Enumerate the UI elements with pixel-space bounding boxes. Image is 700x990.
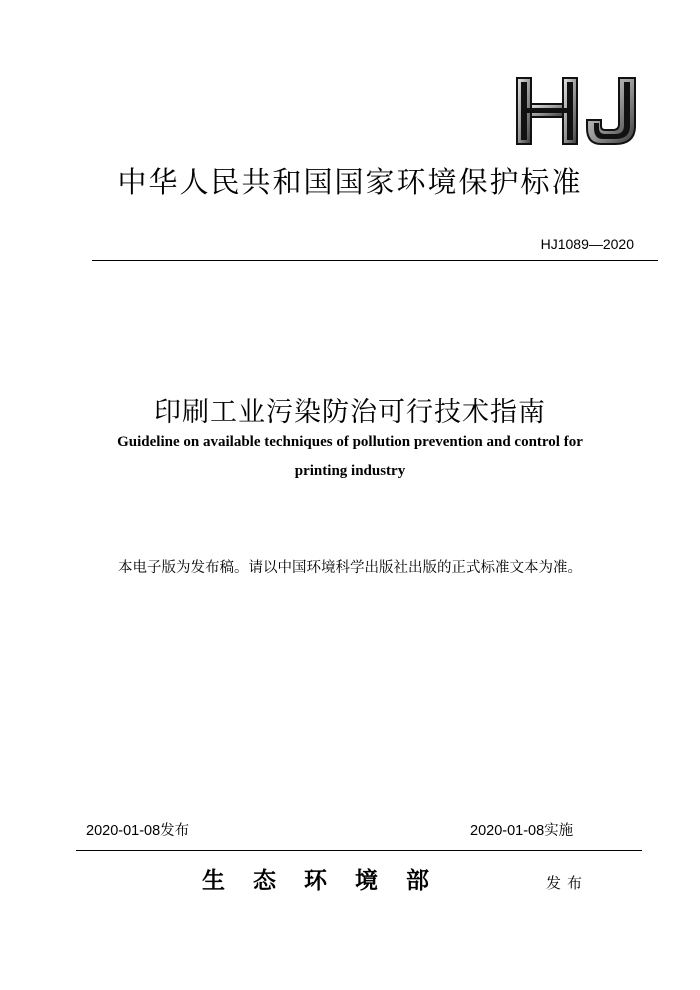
logo-letter-h — [517, 78, 577, 144]
implement-date: 2020-01-08实施 — [470, 823, 574, 839]
standard-number: HJ1089—2020 — [540, 236, 634, 252]
org-title: 中华人民共和国国家环境保护标准 — [117, 165, 583, 199]
footer-divider — [76, 850, 642, 851]
issue-label: 发布 — [546, 874, 589, 892]
logo-letter-j — [587, 78, 635, 144]
chinese-title: 印刷工业污染防治可行技术指南 — [154, 397, 546, 428]
issuing-ministry: 生态环境部 — [202, 867, 457, 894]
english-title-line1: Guideline on available techniques of pollution prevention and control for — [117, 434, 583, 450]
issue-date: 2020-01-08发布 — [86, 823, 190, 839]
electronic-version-notice: 本电子版为发布稿。请以中国环境科学出版社出版的正式标准文本为准。 — [118, 560, 582, 576]
header-divider — [92, 260, 658, 261]
logo-text: HJ — [515, 76, 517, 77]
hj-logo — [515, 76, 639, 146]
english-title-line2: printing industry — [294, 463, 406, 479]
